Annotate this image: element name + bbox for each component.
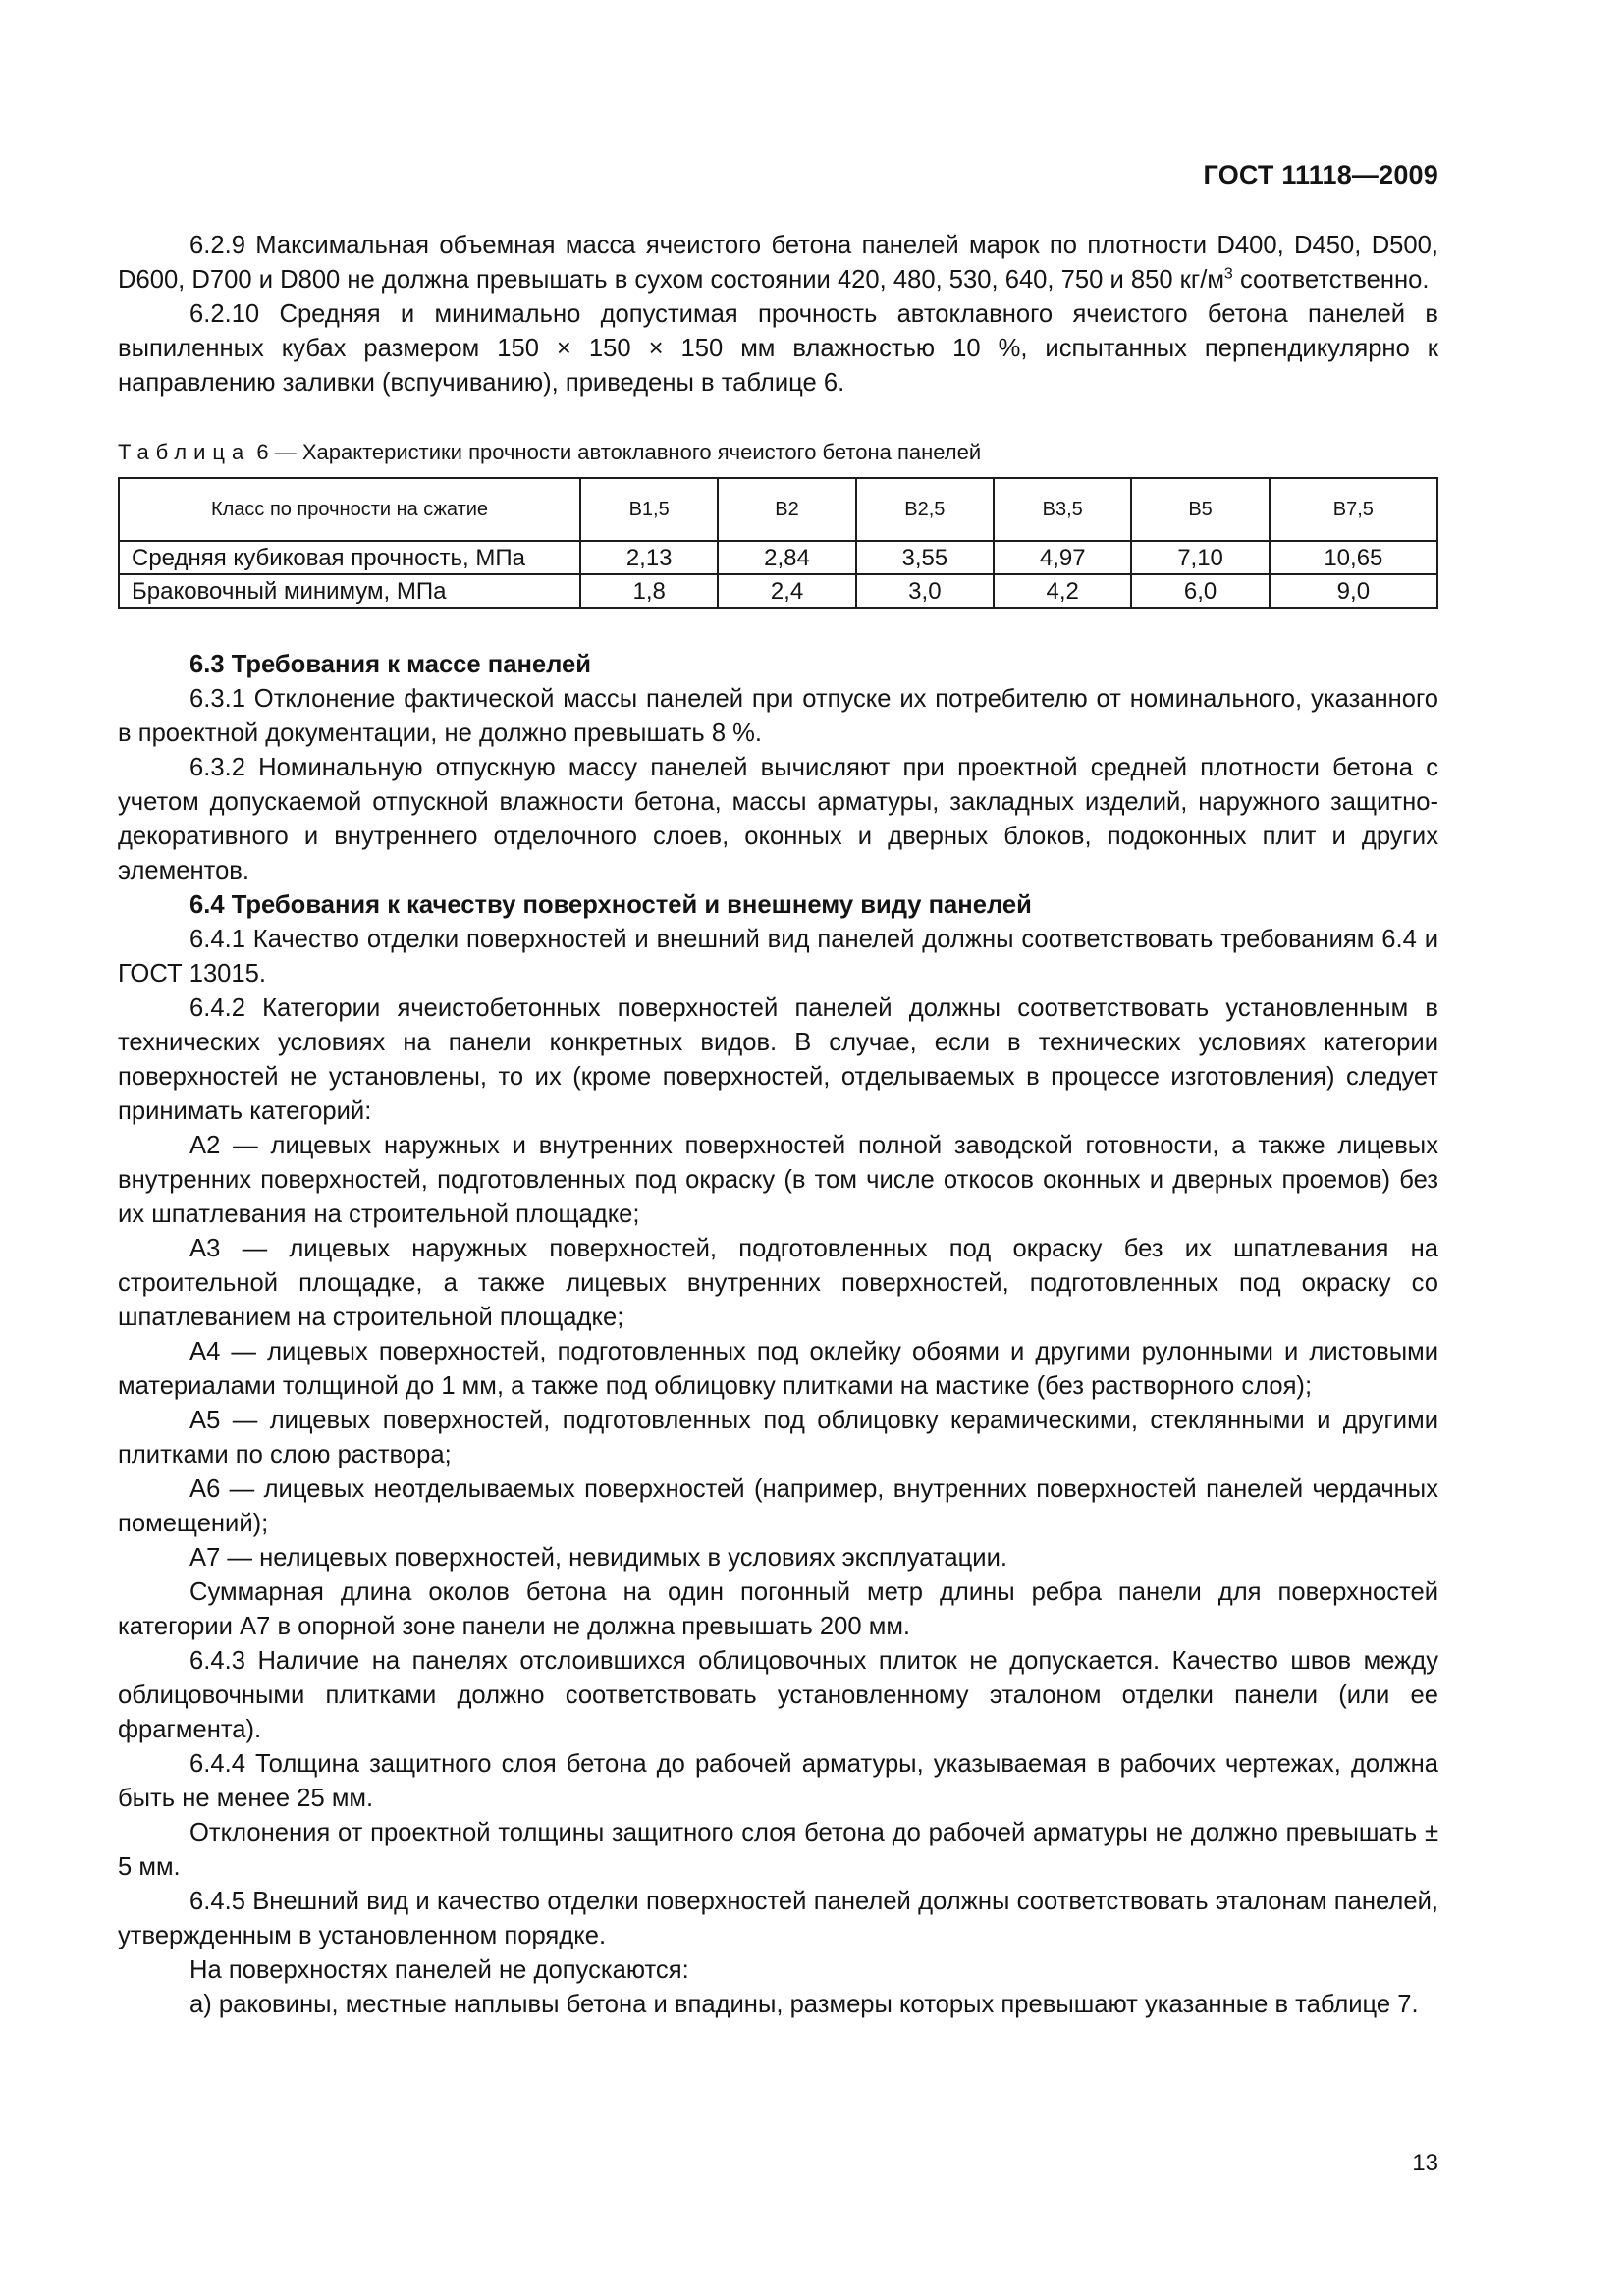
list-item-a: а) раковины, местные наплывы бетона и впадины, размеры которых превышают указанные в таблице 7. [189,1991,1419,2018]
header-cell: В5 [1131,478,1269,541]
table-caption-word: Таблица [118,440,251,464]
superscript: 3 [1223,265,1233,283]
paragraph-6-4-4: 6.4.4 Толщина защитного слоя бетона до рабочей арматуры, указываемая в рабочих чертежах, должна быть не менее 25 мм. [118,1750,1438,1812]
paragraph-6-3-1: 6.3.1 Отклонение фактической массы панелей при отпуске их потребителю от номинального, указанного в проектной документации, не должно превышать 8 %. [118,685,1438,747]
section-heading-6-3: 6.3 Требования к массе панелей [189,651,592,678]
header-cell: В2 [718,478,855,541]
table-cell: 9,0 [1270,574,1437,608]
table-caption [118,438,1438,467]
header-cell: В1,5 [580,478,718,541]
header-cell: В2,5 [856,478,994,541]
document-body [118,229,1438,2022]
row-label: Браковочный минимум, МПа [119,574,580,608]
paragraph-6-3-2: 6.3.2 Номинальную отпускную массу панелей вычисляют при проектной средней плотности бетона с учетом допускаемой отпускной влажности бетона, массы арматуры, закладных изделий, наружного защитно-декоративного и внутреннего отделочного слоев, оконных и дверных блоков, подоконных плит и других элементов. [118,754,1438,884]
table-cell: 6,0 [1131,574,1269,608]
paragraph-6-2-9 [118,229,1438,297]
paragraph-not-allowed: На поверхностях панелей не допускаются: [189,1956,689,1984]
paragraph-6-4-5: 6.4.5 Внешний вид и качество отделки поверхностей панелей должны соответствовать эталонам панелей, утвержденным в установленном порядке. [118,1888,1438,1949]
table-cell: 3,55 [856,541,994,574]
table-row [119,574,1437,608]
category-a5: А5 — лицевых поверхностей, подготовленных под облицовку керамическими, стеклянными и другими плитками по слою раствора; [118,1407,1438,1468]
paragraph-deviation: Отклонения от проектной толщины защитного слоя бетона до рабочей арматуры не должно превышать ± 5 мм. [118,1819,1438,1881]
paragraph-6-2-10: 6.2.10 Средняя и минимально допустимая прочность автоклавного ячеистого бетона панелей в выпиленных кубах размером 150 × 150 × 150 мм влажностью 10 %, испытанных перпендикулярно к направлению заливки (вспучиванию), приведены в таблице 6. [118,300,1438,397]
table-cell: 1,8 [580,574,718,608]
table-cell: 2,84 [718,541,855,574]
paragraph-chip-length: Суммарная длина околов бетона на один погонный метр длины ребра панели для поверхностей категории А7 в опорной зоне панели не должна превышать 200 мм. [118,1578,1438,1640]
table-cell: 2,4 [718,574,855,608]
paragraph-6-4-2: 6.4.2 Категории ячеистобетонных поверхностей панелей должны соответствовать установленным в технических условиях на панели конкретных видов. В случае, если в технических условиях категории поверхностей не установлены, то их (кроме поверхностей, отделываемых в процессе изготовления) следует принимать категорий: [118,994,1438,1125]
table-cell: 2,13 [580,541,718,574]
section-heading-6-4: 6.4 Требования к качеству поверхностей и внешнему виду панелей [189,891,1032,919]
category-a2: А2 — лицевых наружных и внутренних поверхностей полной заводской готовности, а также лицевых внутренних поверхностей, подготовленных под окраску (в том числе откосов оконных и дверных проемов) без их шпатлевания на строительной площадке; [118,1132,1438,1228]
table-header-row [119,478,1437,541]
table-row [119,541,1437,574]
paragraph-6-4-1: 6.4.1 Качество отделки поверхностей и внешний вид панелей должны соответствовать требованиям 6.4 и ГОСТ 13015. [118,926,1438,988]
table-caption-text: 6 — Характеристики прочности автоклавного ячеистого бетона панелей [250,440,982,464]
header-cell: Класс по прочности на сжатие [119,478,580,541]
table-cell: 3,0 [856,574,994,608]
paragraph-text: соответственно. [1232,266,1430,294]
category-a7: А7 — нелицевых поверхностей, невидимых в условиях эксплуатации. [189,1544,1007,1572]
category-a3: А3 — лицевых наружных поверхностей, подготовленных под окраску без их шпатлевания на строительной площадке, а также лицевых внутренних поверхностей, подготовленных под окраску со шпатлеванием на строительной площадке; [118,1235,1438,1331]
category-a4: А4 — лицевых поверхностей, подготовленных под оклейку обоями и другими рулонными и листовыми материалами толщиной до 1 мм, а также под облицовку плитками на мастике (без растворного слоя); [118,1338,1438,1400]
row-label: Средняя кубиковая прочность, МПа [119,541,580,574]
table-cell: 4,97 [994,541,1131,574]
strength-table [118,477,1438,609]
table-cell: 7,10 [1131,541,1269,574]
paragraph-text: 6.2.9 Максимальная объемная масса ячеистого бетона панелей марок по плотности D400, D450, D500, D600, D700 и D800 не должна превышать в сухом состоянии 420, 480, 530, 640, 750 и 850 кг/м [118,232,1438,294]
page-number: 13 [1412,2150,1438,2176]
paragraph-6-4-3: 6.4.3 Наличие на панелях отслоившихся облицовочных плиток не допускается. Качество швов между облицовочными плитками должно соответствовать установленному эталоном отделки панели (или ее фрагмента). [118,1647,1438,1743]
standard-header: ГОСТ 11118—2009 [1203,160,1438,189]
table-cell: 10,65 [1270,541,1437,574]
header-cell: В7,5 [1270,478,1437,541]
table-cell: 4,2 [994,574,1131,608]
category-a6: А6 — лицевых неотделываемых поверхностей (например, внутренних поверхностей панелей чердачных помещений); [118,1475,1438,1537]
header-cell: В3,5 [994,478,1131,541]
